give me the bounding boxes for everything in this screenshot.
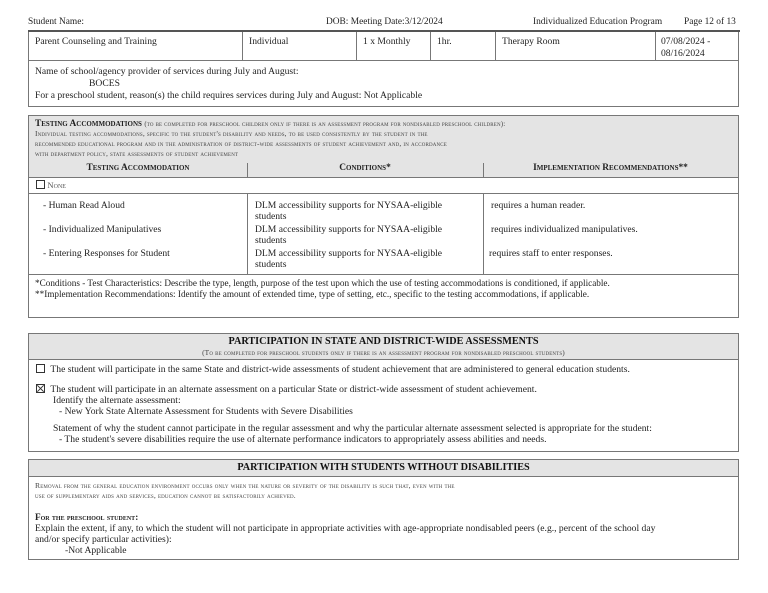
student-name-label: Student Name: bbox=[28, 17, 84, 27]
summer-services bbox=[28, 61, 739, 107]
service-group bbox=[243, 32, 357, 60]
service-frequency-text: 1 x Monthly bbox=[363, 36, 411, 47]
identify-value: - New York State Alternate Assessment for Students with Severe Disabilities bbox=[59, 406, 353, 417]
nondisabled-title: PARTICIPATION WITH STUDENTS WITHOUT DISABILITIES bbox=[237, 462, 530, 473]
assessment-option-alternate bbox=[36, 384, 537, 395]
state-assessments-subtitle: (To be completed for preschool students only if there is an assessment program for nondisabled preschool students) bbox=[202, 348, 565, 357]
divider bbox=[247, 193, 248, 274]
service-location-text: Therapy Room bbox=[502, 36, 560, 47]
provider-label: Name of school/agency provider of services during July and August: bbox=[35, 66, 299, 77]
dob-meeting-date: DOB: Meeting Date:3/12/2024 bbox=[326, 17, 443, 27]
accommodation-implementation: requires a human reader. bbox=[491, 200, 586, 211]
provider-value: BOCES bbox=[89, 78, 120, 89]
assessment-same-label: The student will participate in the same State and district-wide assessments of student achievement that are administered to general education students. bbox=[50, 364, 630, 375]
state-assessments-header bbox=[29, 334, 738, 360]
assessment-alternate-label: The student will participate in an alternate assessment on a particular State or district-wide assessment of student achievement. bbox=[50, 384, 537, 395]
nondisabled-header bbox=[29, 460, 738, 477]
service-location bbox=[496, 32, 656, 60]
page-number: Page 12 of 13 bbox=[684, 17, 736, 27]
conditions-line: students bbox=[255, 259, 287, 270]
testing-intro-line2: recommended educational program and in the administration of district-wide assessments of student achievement and, in accordance bbox=[35, 139, 447, 148]
footnote-conditions: *Conditions - Test Characteristics: Describe the type, length, purpose of the test upon which the use of testing accommodations is conditioned, if applicable. bbox=[35, 278, 610, 288]
testing-accommodations-section bbox=[28, 115, 739, 318]
removal-line2: use of supplementary aids and services, education cannot be satisfactorily achieved. bbox=[35, 491, 296, 500]
none-row bbox=[29, 177, 738, 194]
col-implementation: Implementation Recommendations** bbox=[533, 163, 688, 173]
service-group-text: Individual bbox=[249, 36, 289, 47]
service-dates bbox=[656, 32, 738, 60]
removal-line1: Removal from the general education environment occurs only when the nature or severity of the disability is such that, even with the bbox=[35, 481, 455, 490]
testing-column-headers bbox=[29, 160, 738, 178]
divider bbox=[483, 193, 484, 274]
accommodation-implementation: requires staff to enter responses. bbox=[489, 248, 613, 259]
service-row bbox=[28, 32, 739, 61]
accommodation-conditions bbox=[255, 200, 442, 222]
explain-line1: Explain the extent, if any, to which the student will not participate in appropriate activities with age-appropriate nondisabled peers (e.g., percent of the school day bbox=[35, 523, 656, 534]
accommodation-conditions bbox=[255, 248, 442, 270]
col-testing-accommodation: Testing Accommodation bbox=[29, 163, 248, 177]
conditions-line: DLM accessibility supports for NYSAA-eligible bbox=[255, 248, 443, 259]
identify-label: Identify the alternate assessment: bbox=[53, 395, 181, 406]
statement-label: Statement of why the student cannot participate in the regular assessment and why the particular alternate assessment selected is appropriate for the student: bbox=[53, 423, 652, 434]
col-conditions: Conditions* bbox=[247, 163, 484, 177]
testing-title: Testing Accommodations bbox=[35, 119, 142, 129]
accommodation-implementation: requires individualized manipulatives. bbox=[491, 224, 638, 235]
conditions-line: DLM accessibility supports for NYSAA-eligible bbox=[255, 200, 443, 211]
program-title: Individualized Education Program bbox=[533, 17, 663, 27]
testing-intro-line1: Individual testing accommodations, specific to the student's disability and needs, to be used consistently by the student in the bbox=[35, 129, 428, 138]
service-date-start: 07/08/2024 - bbox=[661, 36, 711, 47]
footnote-implementation: **Implementation Recommendations: Identify the amount of extended time, type of setting, etc., specific to the testing accommodations, if applicable. bbox=[35, 289, 590, 299]
none-label: None bbox=[47, 180, 66, 190]
explain-value: -Not Applicable bbox=[65, 545, 127, 556]
conditions-line: students bbox=[255, 211, 287, 222]
service-frequency bbox=[357, 32, 431, 60]
assessment-option-same bbox=[36, 364, 630, 375]
summer-reason: For a preschool student, reason(s) the child requires services during July and August: Not Applicable bbox=[35, 90, 423, 101]
accommodation-conditions bbox=[255, 224, 442, 246]
testing-intro-line3: with department policy, state assessments of student achievement bbox=[35, 149, 239, 158]
service-name-text: Parent Counseling and Training bbox=[35, 36, 157, 47]
testing-title-note: (to be completed for preschool children only if there is an assessment program for nondisabled preschool children): bbox=[144, 120, 506, 128]
accommodation-name: - Human Read Aloud bbox=[43, 200, 125, 211]
explain-line2: and/or specify particular activities): bbox=[35, 534, 172, 545]
state-assessments-title: PARTICIPATION IN STATE AND DISTRICT-WIDE ASSESSMENTS bbox=[228, 336, 539, 347]
accommodation-name: - Entering Responses for Student bbox=[43, 248, 170, 259]
service-duration bbox=[431, 32, 496, 60]
service-date-end: 08/16/2024 bbox=[661, 48, 705, 59]
service-name bbox=[29, 32, 243, 60]
nondisabled-section bbox=[28, 459, 739, 560]
conditions-line: DLM accessibility supports for NYSAA-eligible bbox=[255, 224, 443, 235]
divider bbox=[29, 274, 738, 275]
preschool-label: For the preschool student: bbox=[35, 512, 139, 522]
assessment-same-checkbox[interactable] bbox=[36, 364, 45, 373]
accommodation-name: - Individualized Manipulatives bbox=[43, 224, 162, 235]
testing-header bbox=[29, 116, 738, 161]
none-checkbox[interactable] bbox=[36, 180, 45, 189]
assessment-alternate-checkbox[interactable] bbox=[36, 384, 45, 393]
conditions-line: students bbox=[255, 235, 287, 246]
statement-value: - The student's severe disabilities require the use of alternate performance indicators to appropriately assess abilities and needs. bbox=[59, 434, 547, 445]
state-assessments-section bbox=[28, 333, 739, 452]
service-duration-text: 1hr. bbox=[437, 36, 452, 47]
